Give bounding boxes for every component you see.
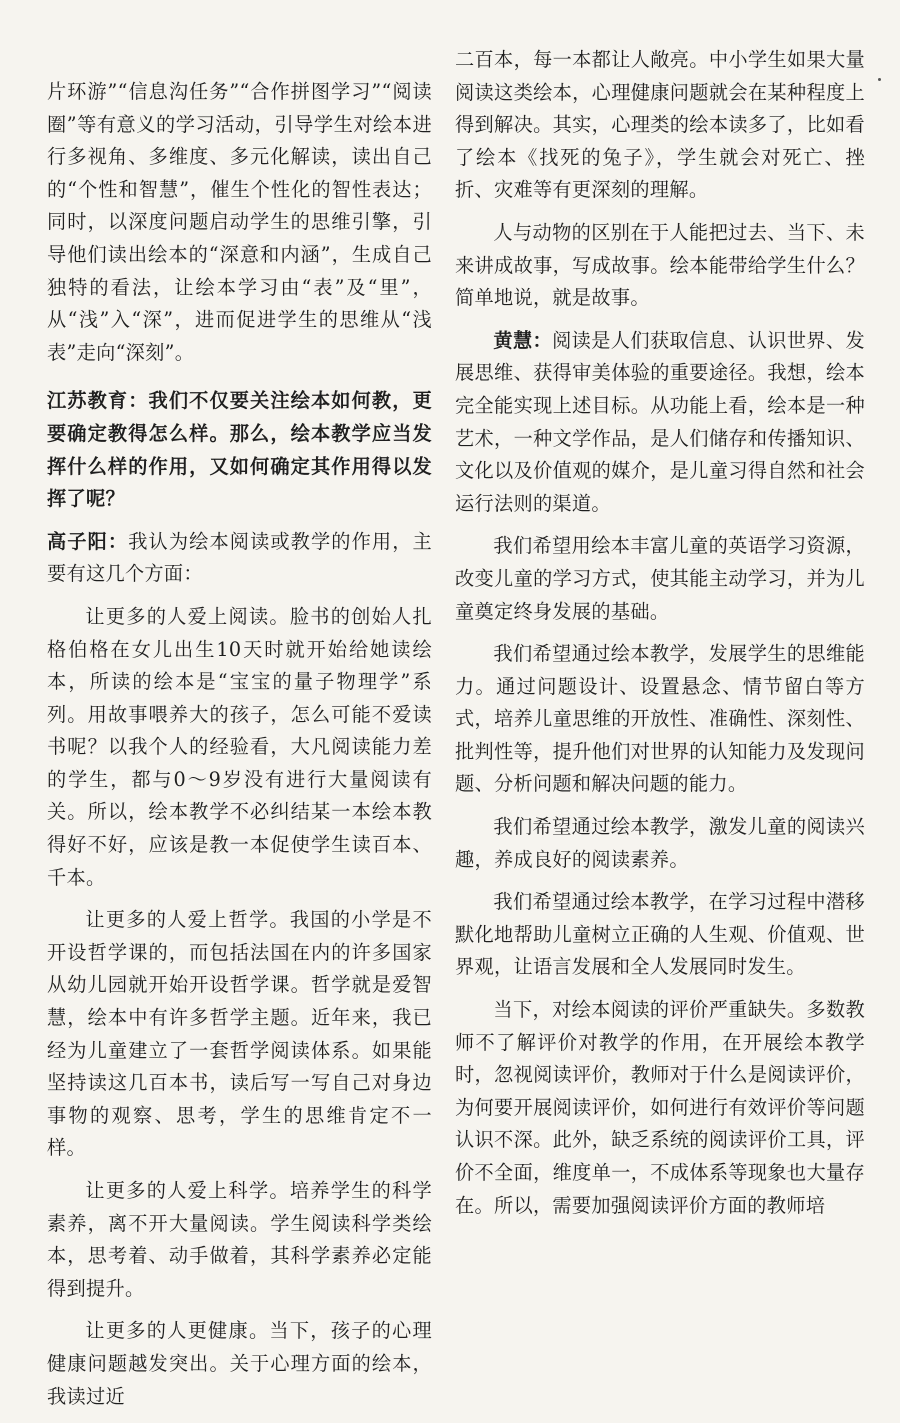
paragraph-continuation: 片环游”“信息沟任务”“合作拼图学习”“阅读圈”等有意义的学习活动，引导学生对绘本进行多视角、多维度、多元化解读，读出自己的“个性和智慧”，催生个性化的智性表达；同时，以深度问题启动学生的思维引擎，引导他们读出绘本的“深意和内涵”，生成自己独特的看法，让绘本学习由“表”及“里”，从“浅”入“深”，进而促进学生的思维从“浅表”走向“深刻”。 — [47, 80, 432, 364]
gao-intro-text: 我认为绘本阅读或教学的作用，主要有这几个方面： — [47, 529, 433, 586]
interview-question: 江苏教育：我们不仅要关注绘本如何教，更要确定教得怎么样。那么，绘本教学应当发挥什么样的作用，又如何确定其作用得以发挥了呢？ — [47, 389, 432, 511]
paragraph-huang — [455, 325, 865, 521]
paragraph-philosophy: 让更多的人爱上哲学。我国的小学是不开设哲学课的，而包括法国在内的许多国家从幼儿园就开始开设哲学课。哲学就是爱智慧，绘本中有许多哲学主题。近年来，我已经为儿童建立了一套哲学阅读体系。如果能坚持读这几百本书，读后写一写自己对身边事物的观察、思考，学生的思维肯定不一样。 — [47, 908, 432, 1160]
paragraph-hope-2: 我们希望通过绘本教学，发展学生的思维能力。通过问题设计、设置悬念、情节留白等方式，培养儿童思维的开放性、准确性、深刻性、批判性等，提升他们对世界的认知能力及发现问题、分析问题和解决问题的能力。 — [455, 642, 865, 796]
paragraph-science: 让更多的人爱上科学。培养学生的科学素养，离不开大量阅读。学生阅读科学类绘本，思考着、动手做着，其科学素养必定能得到提升。 — [47, 1179, 432, 1300]
right-column — [455, 44, 865, 1232]
scan-speck — [878, 78, 881, 81]
speaker-gao: 高子阳： — [47, 529, 129, 553]
paragraph-hope-1: 我们希望用绘本丰富儿童的英语学习资源，改变儿童的学习方式，使其能主动学习，并为儿童奠定终身发展的基础。 — [455, 534, 865, 623]
huang-text: 阅读是人们获取信息、认识世界、发展思维、获得审美体验的重要途径。我想，绘本完全能实现上述目标。从功能上看，绘本是一种艺术，一种文学作品，是人们储存和传播知识、文化以及价值观的媒介，是儿童习得自然和社会运行法则的渠道。 — [455, 328, 865, 515]
paragraph-gao-intro — [47, 526, 432, 591]
speaker-huang: 黄慧： — [493, 328, 553, 352]
paragraph-story: 人与动物的区别在于人能把过去、当下、未来讲成故事，写成故事。绘本能带给学生什么？简单地说，就是故事。 — [455, 220, 865, 310]
paragraph-health-continued: 二百本，每一本都让人敞亮。中小学生如果大量阅读这类绘本，心理健康问题就会在某种程度上得到解决。其实，心理类的绘本读多了，比如看了绘本《找死的兔子》，学生就会对死亡、挫折、灾难等有更深刻的理解。 — [455, 48, 865, 202]
left-column — [47, 76, 432, 1423]
paragraph-evaluation: 当下，对绘本阅读的评价严重缺失。多数教师不了解评价对教学的作用，在开展绘本教学时，忽视阅读评价，教师对于什么是阅读评价，为何要开展阅读评价，如何进行有效评价等问题认识不深。此外，缺乏系统的阅读评价工具，评价不全面，维度单一，不成体系等现象也大量存在。所以，需要加强阅读评价方面的教师培 — [455, 998, 865, 1217]
paragraph-hope-4: 我们希望通过绘本教学，在学习过程中潜移默化地帮助儿童树立正确的人生观、价值观、世界观，让语言发展和全人发展同时发生。 — [455, 890, 865, 979]
paragraph-health: 让更多的人更健康。当下，孩子的心理健康问题越发突出。关于心理方面的绘本，我读过近 — [47, 1319, 432, 1408]
paragraph-hope-3: 我们希望通过绘本教学，激发儿童的阅读兴趣，养成良好的阅读素养。 — [455, 815, 865, 871]
paragraph-reading: 让更多的人爱上阅读。脸书的创始人扎格伯格在女儿出生10天时就开始给她读绘本，所读的绘本是“宝宝的量子物理学”系列。用故事喂养大的孩子，怎么可能不爱读书呢？以我个人的经验看，大凡阅读能力差的学生，都与0～9岁没有进行大量阅读有关。所以，绘本教学不必纠结某一本绘本教得好不好，应该是教一本促使学生读百本、千本。 — [47, 604, 432, 889]
